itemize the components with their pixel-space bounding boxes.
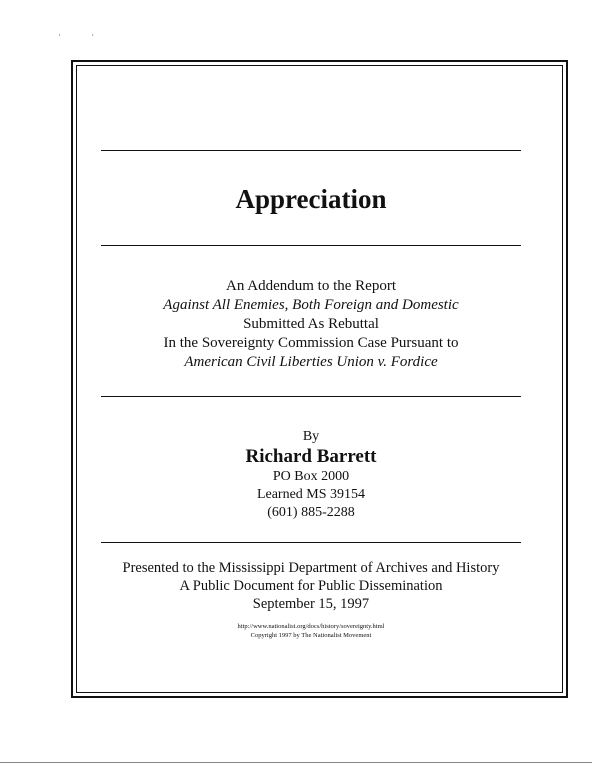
presented-line: Presented to the Mississippi Department of Archives and History (122, 560, 500, 576)
scan-specks: · · (58, 30, 109, 40)
author-address: Learned MS 39154 (256, 487, 366, 502)
scan-edge-line (0, 762, 592, 763)
page-title: Appreciation (235, 184, 387, 214)
case-name: American Civil Liberties Union v. Fordice (184, 354, 438, 370)
author-address: PO Box 2000 (272, 469, 350, 484)
footer-small-print (101, 622, 521, 640)
by-label: By (302, 429, 320, 444)
report-title: Against All Enemies, Both Foreign and Domestic (163, 297, 459, 313)
divider-rule (101, 150, 521, 151)
author-block (101, 428, 521, 522)
footer-url: http://www.nationalist.org/docs/history/sovereignty.html (237, 623, 385, 630)
presented-date: September 15, 1997 (252, 596, 370, 612)
addendum-block (101, 277, 521, 372)
footer-copyright: Copyright 1997 by The Nationalist Movement (250, 632, 372, 639)
divider-rule (101, 245, 521, 246)
addendum-line: Submitted As Rebuttal (243, 316, 379, 332)
author-phone: (601) 885-2288 (267, 505, 355, 520)
divider-rule (101, 396, 521, 397)
presented-line: A Public Document for Public Dissemination (179, 578, 443, 594)
addendum-line: In the Sovereignty Commission Case Pursuant to (163, 335, 459, 351)
presented-block (101, 559, 521, 613)
divider-rule (101, 542, 521, 543)
author-name: Richard Barrett (245, 446, 377, 467)
addendum-line: An Addendum to the Report (226, 278, 396, 294)
